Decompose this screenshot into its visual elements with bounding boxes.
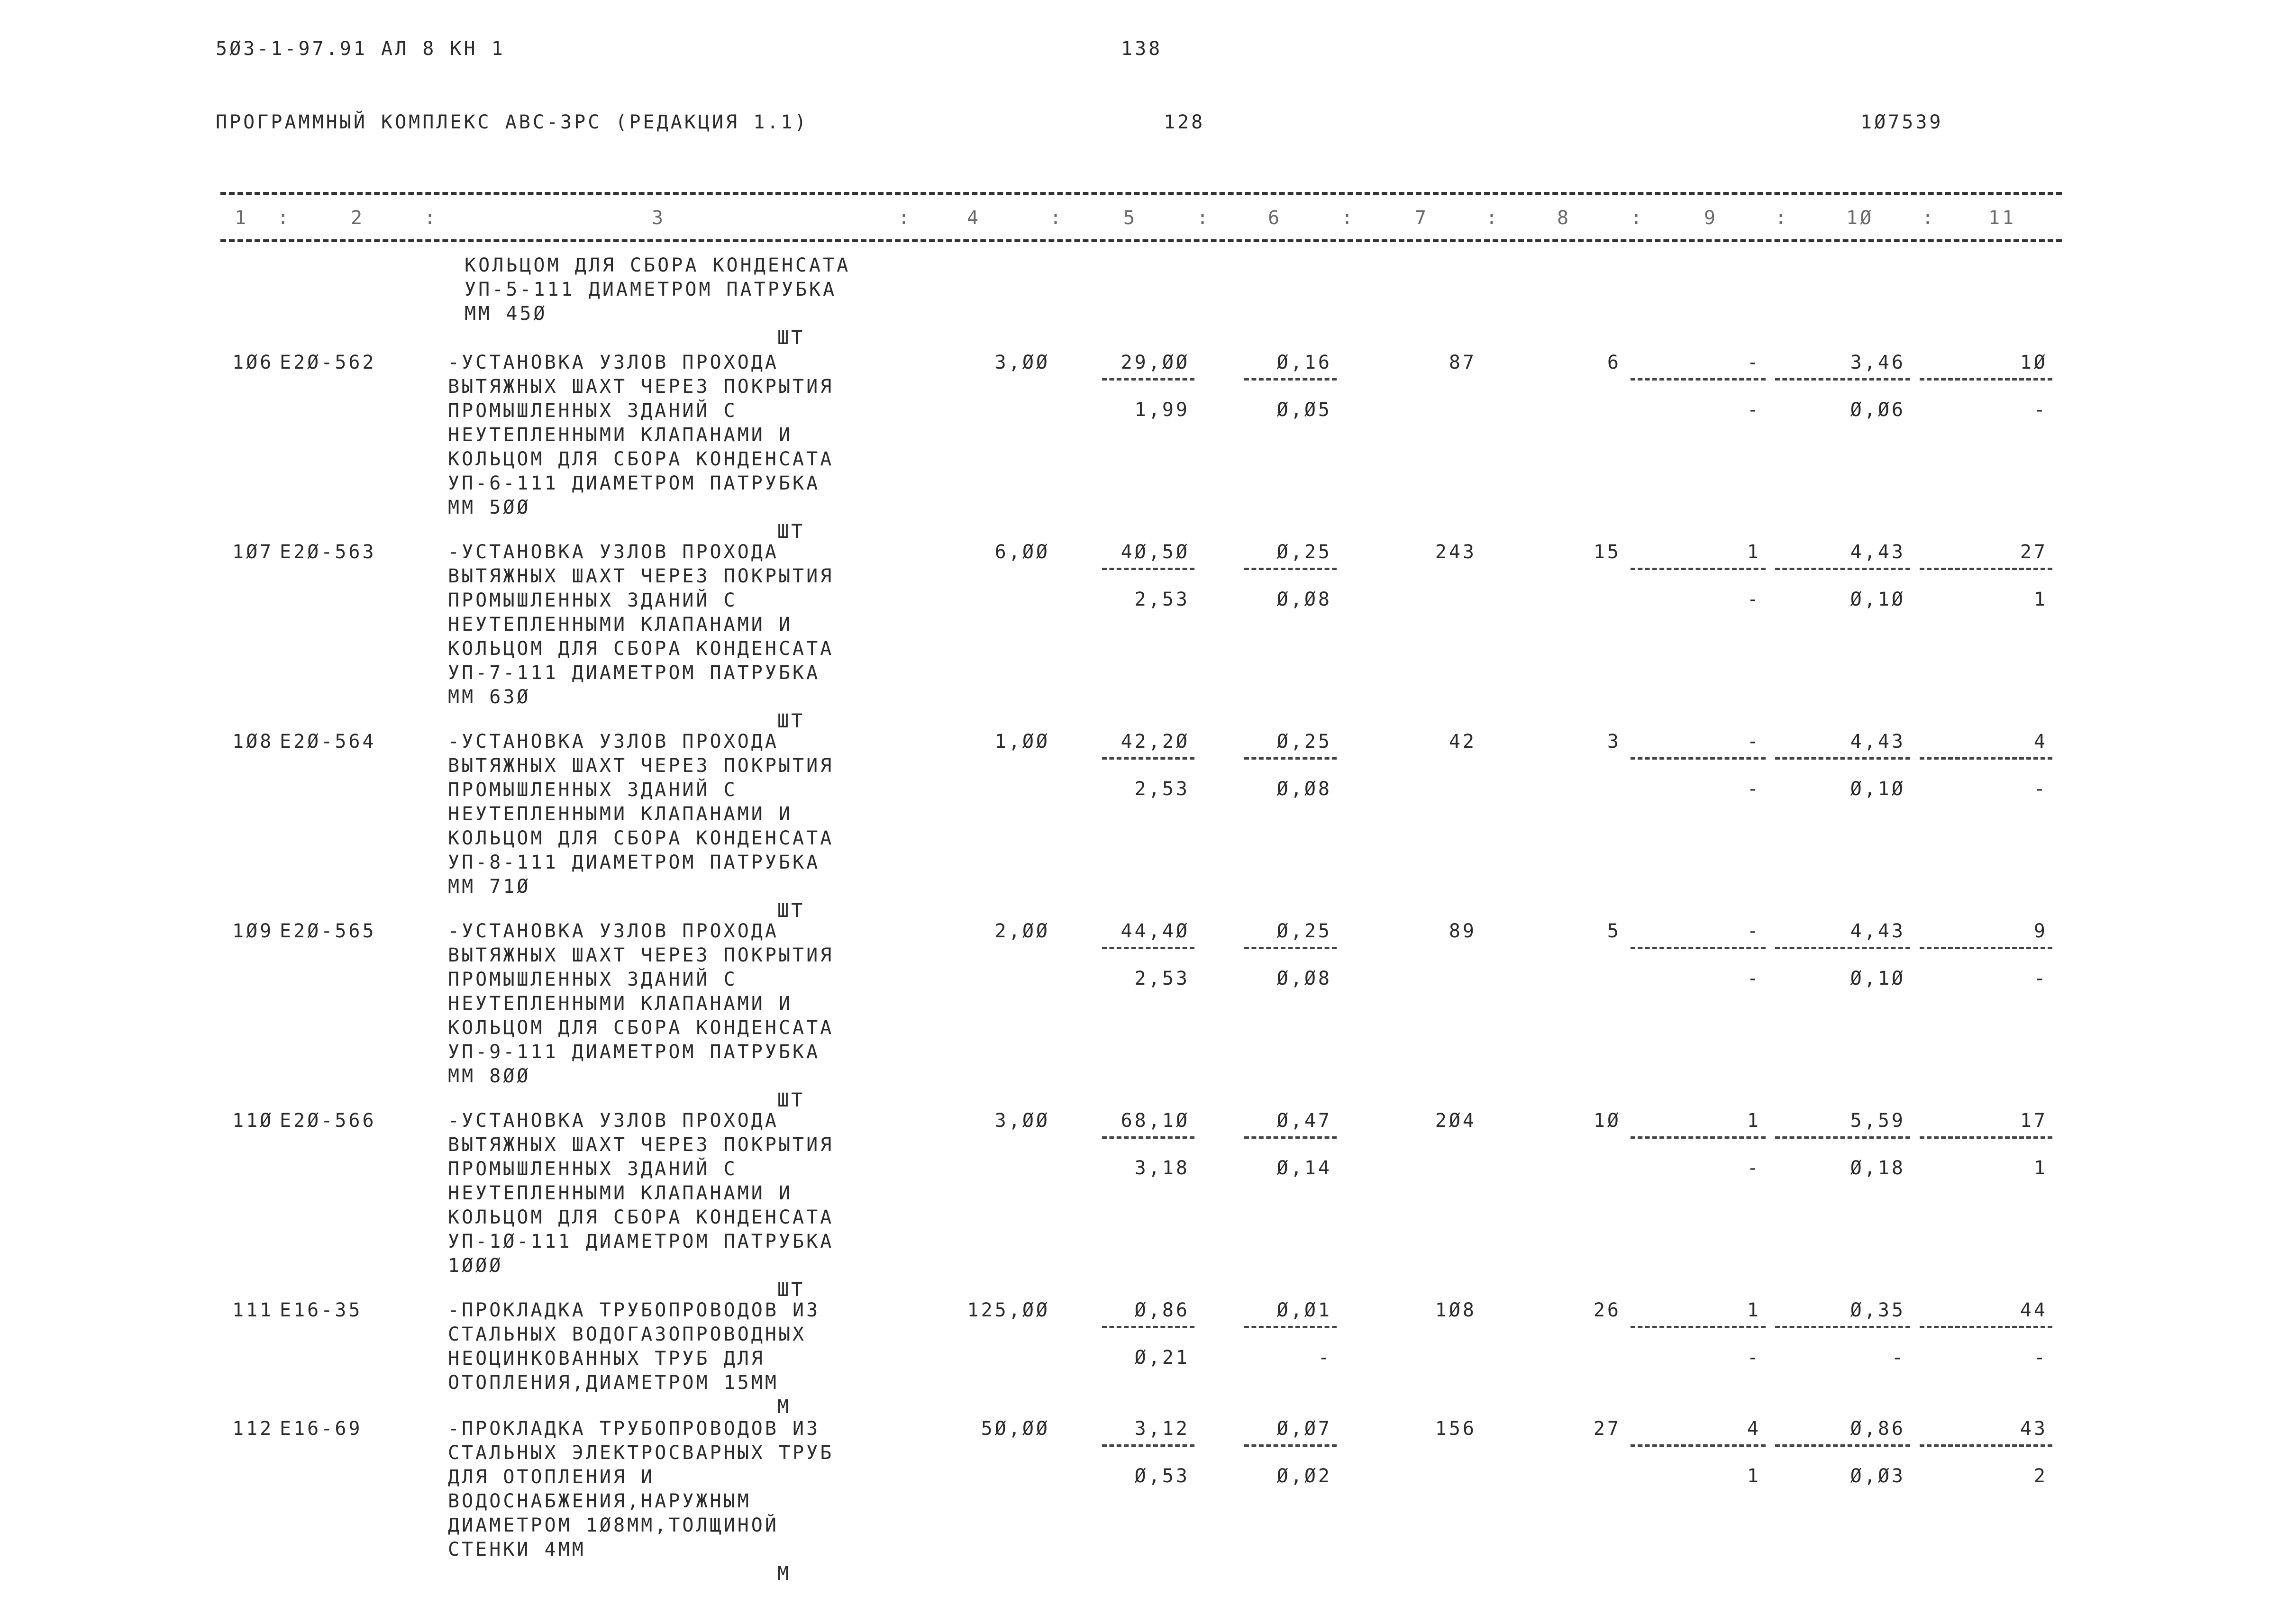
- fraction-bottom-value: Ø,1Ø: [1850, 778, 1905, 800]
- row-code: Е16-35: [280, 1299, 363, 1321]
- fraction-bottom-value: 1: [2033, 589, 2048, 610]
- fraction-top-value: 68,1Ø: [1121, 1110, 1190, 1132]
- fraction-rule: [1775, 757, 1910, 760]
- fraction-rule: [1775, 947, 1910, 949]
- col7-value: 89: [1449, 920, 1476, 942]
- fraction-bottom-value: 2: [2033, 1465, 2048, 1487]
- fraction-top-value: 5,59: [1850, 1110, 1905, 1132]
- page-number: 128: [1164, 111, 1205, 133]
- fraction-bottom-value: Ø,Ø5: [1276, 399, 1332, 421]
- col-3: 3: [652, 207, 666, 229]
- work-description-line: -ПРОКЛАДКА ТРУБОПРОВОДОВ ИЗ: [448, 1418, 820, 1440]
- col7-value: 1Ø8: [1435, 1299, 1476, 1321]
- fraction-top-value: 4: [1747, 1418, 1761, 1440]
- work-description-line: ПРОМЫШЛЕННЫХ ЗДАНИЙ С: [448, 779, 738, 801]
- col-sep: :: [1775, 207, 1789, 229]
- fraction-rule: [1775, 378, 1910, 381]
- col-6: 6: [1268, 207, 1282, 229]
- work-description-line: ВЫТЯЖНЫХ ШАХТ ЧЕРЕЗ ПОКРЫТИЯ: [448, 944, 834, 966]
- col8-value: 26: [1593, 1299, 1621, 1321]
- col-2: 2: [351, 207, 365, 229]
- col-4: 4: [967, 207, 981, 229]
- fraction-bottom-value: 2,53: [1134, 589, 1190, 610]
- fraction-bottom-value: 1: [2033, 1157, 2048, 1179]
- work-description-line: -УСТАНОВКА УЗЛОВ ПРОХОДА: [448, 920, 779, 942]
- document-code: 5Ø3-1-97.91 АЛ 8 КН 1: [216, 38, 505, 60]
- row-code: Е16-69: [280, 1418, 363, 1440]
- row-number: 1Ø7: [232, 541, 274, 563]
- work-description-line: КОЛЬЦОМ ДЛЯ СБОРА КОНДЕНСАТА: [448, 448, 834, 470]
- fraction-rule: [1244, 1136, 1337, 1139]
- col8-value: 6: [1607, 352, 1621, 373]
- col-5: 5: [1123, 207, 1138, 229]
- quantity-value: 5Ø,ØØ: [981, 1418, 1050, 1440]
- work-description-line: -УСТАНОВКА УЗЛОВ ПРОХОДА: [448, 1110, 779, 1132]
- fraction-top-value: Ø,25: [1276, 541, 1332, 563]
- fraction-rule: [1102, 947, 1194, 949]
- work-description-line: СТАЛЬНЫХ ЭЛЕКТРОСВАРНЫХ ТРУБ: [448, 1442, 834, 1464]
- work-description-line: ММ 63Ø: [448, 686, 531, 708]
- col8-value: 1Ø: [1593, 1110, 1621, 1132]
- fraction-bottom-value: -: [1747, 589, 1761, 610]
- col8-value: 3: [1607, 731, 1621, 753]
- fraction-bottom-value: -: [1747, 1157, 1761, 1179]
- quantity-value: 125,ØØ: [967, 1299, 1050, 1321]
- work-description-line: ВЫТЯЖНЫХ ШАХТ ЧЕРЕЗ ПОКРЫТИЯ: [448, 1134, 834, 1156]
- work-description-line: -УСТАНОВКА УЗЛОВ ПРОХОДА: [448, 731, 779, 753]
- fraction-bottom-value: 2,53: [1134, 778, 1190, 800]
- unit-label: ШТ: [777, 521, 805, 543]
- work-description-line: КОЛЬЦОМ ДЛЯ СБОРА КОНДЕНСАТА: [448, 638, 834, 660]
- fraction-rule: [1102, 757, 1194, 760]
- fraction-bottom-value: -: [1747, 1347, 1761, 1369]
- fraction-bottom-value: -: [1747, 968, 1761, 989]
- work-description-line: НЕУТЕПЛЕННЫМИ КЛАПАНАМИ И: [448, 1182, 793, 1204]
- quantity-value: 3,ØØ: [994, 352, 1050, 373]
- work-description-line: ВЫТЯЖНЫХ ШАХТ ЧЕРЕЗ ПОКРЫТИЯ: [448, 376, 834, 398]
- fraction-rule: [1244, 568, 1337, 570]
- fraction-bottom-value: -: [2033, 399, 2048, 421]
- fraction-top-value: Ø,86: [1850, 1418, 1905, 1440]
- fraction-bottom-value: -: [1747, 778, 1761, 800]
- col-sep: :: [1631, 207, 1645, 229]
- col-sep: :: [898, 207, 912, 229]
- col7-value: 42: [1449, 731, 1476, 753]
- fraction-top-value: 1: [1747, 1110, 1761, 1132]
- header-bottom-rule: [220, 239, 2062, 242]
- work-description-line: 1ØØØ: [448, 1255, 503, 1277]
- fraction-rule: [1775, 1444, 1910, 1447]
- work-description-line: -ПРОКЛАДКА ТРУБОПРОВОДОВ ИЗ: [448, 1299, 820, 1321]
- fraction-bottom-value: Ø,14: [1276, 1157, 1332, 1179]
- work-description-line: КОЛЬЦОМ ДЛЯ СБОРА КОНДЕНСАТА: [448, 1017, 834, 1039]
- fraction-rule: [1775, 1326, 1910, 1328]
- fraction-bottom-value: Ø,18: [1850, 1157, 1905, 1179]
- fraction-top-value: 4: [2033, 731, 2048, 753]
- work-description-line: -УСТАНОВКА УЗЛОВ ПРОХОДА: [448, 352, 779, 373]
- fraction-top-value: 43: [2020, 1418, 2048, 1440]
- fraction-bottom-value: -: [2033, 968, 2048, 989]
- fraction-top-value: 3,46: [1850, 352, 1905, 373]
- fraction-top-value: 1: [1747, 541, 1761, 563]
- quantity-value: 6,ØØ: [994, 541, 1050, 563]
- col7-value: 156: [1435, 1418, 1476, 1440]
- fraction-bottom-value: 3,18: [1134, 1157, 1190, 1179]
- col-sep: :: [1341, 207, 1356, 229]
- fraction-rule: [1244, 378, 1337, 381]
- col-sep: :: [1486, 207, 1500, 229]
- work-description-line: ПРОМЫШЛЕННЫХ ЗДАНИЙ С: [448, 1158, 738, 1180]
- fraction-bottom-value: Ø,Ø8: [1276, 778, 1332, 800]
- fraction-rule: [1920, 947, 2052, 949]
- fraction-top-value: 42,2Ø: [1121, 731, 1190, 753]
- unit-label: ШТ: [777, 900, 805, 922]
- col-sep: :: [1050, 207, 1064, 229]
- program-title: ПРОГРАММНЫЙ КОМПЛЕКС АВС-3РС (РЕДАКЦИЯ 1.1): [216, 111, 809, 133]
- fraction-bottom-value: -: [2033, 778, 2048, 800]
- work-description-line: ДИАМЕТРОМ 1Ø8ММ,ТОЛЩИНОЙ: [448, 1514, 779, 1536]
- fraction-top-value: -: [1747, 731, 1761, 753]
- fraction-top-value: -: [1747, 352, 1761, 373]
- work-description-line: УП-6-111 ДИАМЕТРОМ ПАТРУБКА: [448, 472, 820, 494]
- fraction-bottom-value: 1,99: [1134, 399, 1190, 421]
- fraction-bottom-value: 1: [1747, 1465, 1761, 1487]
- work-description-line: НЕУТЕПЛЕННЫМИ КЛАПАНАМИ И: [448, 993, 793, 1015]
- col-sep: :: [424, 207, 438, 229]
- col-7: 7: [1415, 207, 1429, 229]
- fraction-top-value: Ø,86: [1134, 1299, 1190, 1321]
- fraction-rule: [1631, 757, 1766, 760]
- fraction-top-value: 4,43: [1850, 541, 1905, 563]
- header-top-rule: [220, 192, 2062, 195]
- quantity-value: 3,ØØ: [994, 1110, 1050, 1132]
- work-description-line: КОЛЬЦОМ ДЛЯ СБОРА КОНДЕНСАТА: [448, 1206, 834, 1228]
- column-number-row: [0, 206, 2296, 235]
- unit-label: М: [777, 1396, 792, 1418]
- unit-label: ШТ: [777, 327, 805, 349]
- fraction-top-value: 3,12: [1134, 1418, 1190, 1440]
- work-description-line: ВОДОСНАБЖЕНИЯ,НАРУЖНЫМ: [448, 1490, 751, 1512]
- fraction-top-value: 1: [1747, 1299, 1761, 1321]
- fraction-rule: [1631, 1444, 1766, 1447]
- col-11: 11: [1988, 207, 2016, 229]
- fraction-rule: [1631, 568, 1766, 570]
- work-description-line: ВЫТЯЖНЫХ ШАХТ ЧЕРЕЗ ПОКРЫТИЯ: [448, 565, 834, 587]
- work-description-line: ПРОМЫШЛЕННЫХ ЗДАНИЙ С: [448, 400, 738, 422]
- fraction-bottom-value: Ø,Ø3: [1850, 1465, 1905, 1487]
- work-description-line: ПРОМЫШЛЕННЫХ ЗДАНИЙ С: [448, 589, 738, 611]
- col-10: 1Ø: [1846, 207, 1874, 229]
- work-description-line: УП-8-111 ДИАМЕТРОМ ПАТРУБКА: [448, 852, 820, 873]
- fraction-bottom-value: Ø,Ø8: [1276, 589, 1332, 610]
- unit-label: ШТ: [777, 1089, 805, 1111]
- col-9: 9: [1704, 207, 1718, 229]
- fraction-rule: [1920, 1136, 2052, 1139]
- work-description-line: ДЛЯ ОТОПЛЕНИЯ И: [448, 1466, 655, 1488]
- quantity-value: 2,ØØ: [994, 920, 1050, 942]
- row-number: 11Ø: [232, 1110, 274, 1132]
- fraction-top-value: Ø,25: [1276, 920, 1332, 942]
- fraction-top-value: Ø,16: [1276, 352, 1332, 373]
- sheet-number: 138: [1121, 38, 1163, 60]
- row-number: 1Ø8: [232, 731, 274, 753]
- fraction-rule: [1631, 1326, 1766, 1328]
- work-description-line: ММ 71Ø: [448, 876, 531, 898]
- row-code: Е2Ø-564: [280, 731, 376, 753]
- row-number: 1Ø9: [232, 920, 274, 942]
- fraction-rule: [1102, 1444, 1194, 1447]
- work-description-line: НЕУТЕПЛЕННЫМИ КЛАПАНАМИ И: [448, 614, 793, 635]
- work-description-line: ПРОМЫШЛЕННЫХ ЗДАНИЙ С: [448, 969, 738, 990]
- fraction-bottom-value: -: [1747, 399, 1761, 421]
- fraction-rule: [1102, 1136, 1194, 1139]
- row-number: 111: [232, 1299, 274, 1321]
- unit-label: ШТ: [777, 710, 805, 732]
- work-description-line: ММ 5ØØ: [448, 497, 531, 518]
- fraction-bottom-value: Ø,1Ø: [1850, 589, 1905, 610]
- fraction-bottom-value: Ø,Ø6: [1850, 399, 1905, 421]
- fraction-top-value: Ø,Ø7: [1276, 1418, 1332, 1440]
- col7-value: 2Ø4: [1435, 1110, 1476, 1132]
- fraction-top-value: Ø,35: [1850, 1299, 1905, 1321]
- fraction-rule: [1631, 1136, 1766, 1139]
- work-description-line: УП-9-111 ДИАМЕТРОМ ПАТРУБКА: [448, 1041, 820, 1063]
- col8-value: 27: [1593, 1418, 1621, 1440]
- fraction-rule: [1631, 378, 1766, 381]
- fraction-top-value: Ø,25: [1276, 731, 1332, 753]
- work-description-line: КОЛЬЦОМ ДЛЯ СБОРА КОНДЕНСАТА: [448, 827, 834, 849]
- col-1: 1: [235, 207, 249, 229]
- fraction-rule: [1775, 568, 1910, 570]
- fraction-rule: [1244, 757, 1337, 760]
- work-description-line: УП-7-111 ДИАМЕТРОМ ПАТРУБКА: [448, 662, 820, 684]
- fraction-bottom-value: -: [2033, 1347, 2048, 1369]
- fraction-bottom-value: -: [1891, 1347, 1905, 1369]
- fraction-top-value: Ø,Ø1: [1276, 1299, 1332, 1321]
- work-description-line: СТЕНКИ 4ММ: [448, 1539, 586, 1560]
- fraction-bottom-value: Ø,53: [1134, 1465, 1190, 1487]
- col-sep: :: [1197, 207, 1211, 229]
- row-code: Е2Ø-566: [280, 1110, 376, 1132]
- fraction-rule: [1102, 568, 1194, 570]
- fraction-rule: [1920, 378, 2052, 381]
- work-description-line: ВЫТЯЖНЫХ ШАХТ ЧЕРЕЗ ПОКРЫТИЯ: [448, 755, 834, 777]
- fraction-top-value: 4Ø,5Ø: [1121, 541, 1190, 563]
- fraction-rule: [1244, 1326, 1337, 1328]
- fraction-bottom-value: Ø,1Ø: [1850, 968, 1905, 989]
- row-number: 1Ø6: [232, 352, 274, 373]
- text-line: УП-5-111 ДИАМЕТРОМ ПАТРУБКА: [465, 279, 837, 300]
- row-code: Е2Ø-565: [280, 920, 376, 942]
- fraction-bottom-value: Ø,Ø2: [1276, 1465, 1332, 1487]
- fraction-top-value: 44,4Ø: [1121, 920, 1190, 942]
- row-code: Е2Ø-562: [280, 352, 376, 373]
- document-number: 1Ø7539: [1860, 111, 1943, 133]
- col8-value: 15: [1593, 541, 1621, 563]
- fraction-rule: [1920, 1444, 2052, 1447]
- fraction-top-value: Ø,47: [1276, 1110, 1332, 1132]
- fraction-top-value: 4,43: [1850, 731, 1905, 753]
- work-description-line: СТАЛЬНЫХ ВОДОГАЗОПРОВОДНЫХ: [448, 1324, 807, 1345]
- text-line: КОЛЬЦОМ ДЛЯ СБОРА КОНДЕНСАТА: [465, 254, 851, 276]
- text-line: ММ 45Ø: [465, 303, 547, 325]
- fraction-rule: [1920, 757, 2052, 760]
- unit-label: ШТ: [777, 1279, 805, 1301]
- fraction-top-value: 27: [2020, 541, 2048, 563]
- fraction-bottom-value: Ø,Ø8: [1276, 968, 1332, 989]
- fraction-rule: [1775, 1136, 1910, 1139]
- work-description-line: НЕУТЕПЛЕННЫМИ КЛАПАНАМИ И: [448, 803, 793, 825]
- col-sep: :: [277, 207, 292, 229]
- fraction-rule: [1631, 947, 1766, 949]
- work-description-line: НЕОЦИНКОВАННЫХ ТРУБ ДЛЯ: [448, 1348, 765, 1369]
- col-sep: :: [1922, 207, 1936, 229]
- col7-value: 87: [1449, 352, 1476, 373]
- col-8: 8: [1557, 207, 1571, 229]
- work-description-line: НЕУТЕПЛЕННЫМИ КЛАПАНАМИ И: [448, 424, 793, 446]
- work-description-line: УП-1Ø-111 ДИАМЕТРОМ ПАТРУБКА: [448, 1231, 834, 1252]
- fraction-rule: [1244, 1444, 1337, 1447]
- fraction-top-value: -: [1747, 920, 1761, 942]
- fraction-top-value: 44: [2020, 1299, 2048, 1321]
- fraction-top-value: 29,ØØ: [1121, 352, 1190, 373]
- quantity-value: 1,ØØ: [994, 731, 1050, 753]
- fraction-rule: [1920, 568, 2052, 570]
- work-description-line: -УСТАНОВКА УЗЛОВ ПРОХОДА: [448, 541, 779, 563]
- fraction-top-value: 1Ø: [2020, 352, 2048, 373]
- fraction-top-value: 9: [2033, 920, 2048, 942]
- row-code: Е2Ø-563: [280, 541, 376, 563]
- col7-value: 243: [1435, 541, 1476, 563]
- fraction-rule: [1102, 378, 1194, 381]
- work-description-line: ОТОПЛЕНИЯ,ДИАМЕТРОМ 15ММ: [448, 1372, 779, 1394]
- col8-value: 5: [1607, 920, 1621, 942]
- fraction-rule: [1102, 1326, 1194, 1328]
- fraction-top-value: 4,43: [1850, 920, 1905, 942]
- fraction-rule: [1244, 947, 1337, 949]
- fraction-top-value: 17: [2020, 1110, 2048, 1132]
- work-description-line: ММ 8ØØ: [448, 1065, 531, 1087]
- fraction-bottom-value: -: [1318, 1347, 1332, 1369]
- row-number: 112: [232, 1418, 274, 1440]
- fraction-bottom-value: Ø,21: [1134, 1347, 1190, 1369]
- fraction-rule: [1920, 1326, 2052, 1328]
- fraction-bottom-value: 2,53: [1134, 968, 1190, 989]
- unit-label: М: [777, 1563, 792, 1585]
